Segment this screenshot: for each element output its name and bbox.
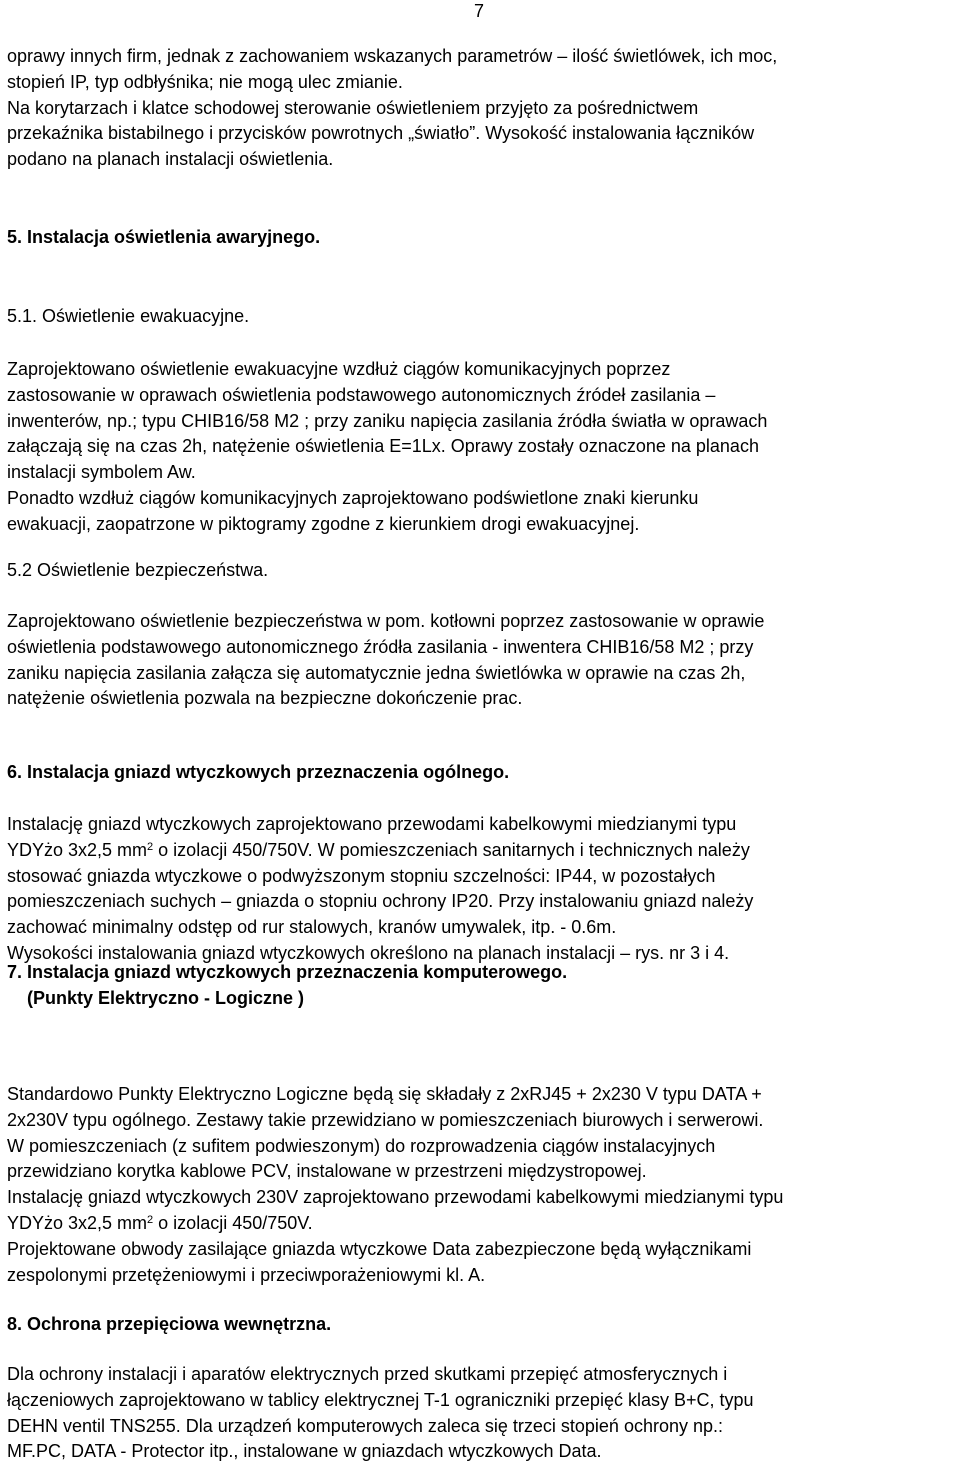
section-5-heading-text: 5. Instalacja oświetlenia awaryjnego. <box>7 227 321 247</box>
body-line: łączeniowych zaprojektowano w tablicy elektrycznej T-1 ograniczniki przepięć klasy B+C, typu <box>7 1389 754 1410</box>
intro-paragraph <box>7 44 957 173</box>
body-line: 2x230V typu ogólnego. Zestawy takie przewidziano w pomieszczeniach biurowych i serwerowi. <box>7 1109 764 1130</box>
superscript-2: 2 <box>147 840 154 853</box>
body-line <box>7 838 957 864</box>
body-line: zachować minimalny odstęp od rur stalowych, kranów umywalek, itp. - 0.6m. <box>7 917 617 938</box>
intro-line: oprawy innych firm, jednak z zachowaniem wskazanych parametrów – ilość świetlówek, ich moc, <box>7 46 778 66</box>
body-line: Dla ochrony instalacji i aparatów elektrycznych przed skutkami przepięć atmosferycznych i <box>7 1364 728 1384</box>
body-line: przewidziano korytka kablowe PCV, instalowane w przestrzeni międzystropowej. <box>7 1161 647 1182</box>
cable-type-text: YDYżo 3x2,5 mm <box>7 1212 148 1233</box>
body-line: Instalację gniazd wtyczkowych zaprojektowano przewodami kabelkowymi miedzianymi typu <box>7 814 737 834</box>
body-line: Wysokości instalowania gniazd wtyczkowych określono na planach instalacji – rys. nr 3 i 4. <box>7 942 730 963</box>
body-line: pomieszczeniach suchych – gniazda o stopniu ochrony IP20. Przy instalowaniu gniazd należy <box>7 891 754 912</box>
body-line: DEHN ventil TNS255. Dla urządzeń komputerowych zaleca się trzeci stopień ochrony np.: <box>7 1415 724 1436</box>
cable-type-text: YDYżo 3x2,5 mm <box>7 839 148 860</box>
superscript-2: 2 <box>147 1213 154 1226</box>
section-6-body <box>7 812 957 967</box>
body-line: zespolonymi przetężeniowymi i przeciwporażeniowymi kl. A. <box>7 1264 486 1285</box>
section-5-2-body <box>7 609 957 712</box>
section-7-subheading: (Punkty Elektryczno - Logiczne ) <box>27 987 305 1008</box>
body-line-rest: o izolacji 450/750V. <box>153 1212 313 1233</box>
body-line-rest: o izolacji 450/750V. W pomieszczeniach sanitarnych i technicznych należy <box>153 839 750 860</box>
page-number: 7 <box>474 1 485 21</box>
body-line: Zaprojektowano oświetlenie bezpieczeństwa w pom. kotłowni poprzez zastosowanie w oprawie <box>7 611 765 631</box>
body-line: zastosowanie w oprawach oświetlenia podstawowego autonomicznych źródeł zasilania – <box>7 384 716 405</box>
section-7-heading-text: 7. Instalacja gniazd wtyczkowych przeznaczenia komputerowego. <box>7 962 568 982</box>
body-line: MF.PC, DATA - Protector itp., instalowane w gniazdach wtyczkowych Data. <box>7 1441 602 1462</box>
intro-line: podano na planach instalacji oświetlenia. <box>7 149 334 170</box>
body-line: instalacji symbolem Aw. <box>7 462 196 483</box>
body-line: natężenie oświetlenia pozwala na bezpieczne dokończenie prac. <box>7 688 523 709</box>
section-5-2-heading-text: 5.2 Oświetlenie bezpieczeństwa. <box>7 560 269 580</box>
section-5-1-heading <box>7 304 957 330</box>
body-line: stosować gniazda wtyczkowe o podwyższonym stopniu szczelności: IP44, w pozostałych <box>7 865 716 886</box>
section-8-heading-text: 8. Ochrona przepięciowa wewnętrzna. <box>7 1314 332 1334</box>
body-line: oświetlenia podstawowego autonomicznego źródła zasilania - inwentera CHIB16/58 M2 ; przy <box>7 636 754 657</box>
section-5-1-heading-text: 5.1. Oświetlenie ewakuacyjne. <box>7 306 250 326</box>
body-line <box>7 1211 957 1237</box>
section-7-heading <box>7 960 957 1012</box>
body-line: Ponadto wzdłuż ciągów komunikacyjnych zaprojektowano podświetlone znaki kierunku <box>7 487 699 508</box>
body-line: inwenterów, np.; typu CHIB16/58 M2 ; przy zaniku napięcia zasilania źródła światła w oprawach <box>7 410 768 431</box>
body-line: W pomieszczeniach (z sufitem podwieszonym) do rozprowadzenia ciągów instalacyjnych <box>7 1135 716 1156</box>
intro-line: przekaźnika bistabilnego i przycisków powrotnych „światło”. Wysokość instalowania łączników <box>7 123 755 144</box>
body-line: Zaprojektowano oświetlenie ewakuacyjne wzdłuż ciągów komunikacyjnych poprzez <box>7 359 671 379</box>
body-line: Standardowo Punkty Elektryczno Logiczne będą się składały z 2xRJ45 + 2x230 V typu DATA + <box>7 1084 762 1104</box>
body-line: ewakuacji, zaopatrzone w piktogramy zgodne z kierunkiem drogi ewakuacyjnej. <box>7 513 640 534</box>
intro-line: Na korytarzach i klatce schodowej sterowanie oświetleniem przyjęto za pośrednictwem <box>7 97 699 118</box>
section-5-2-heading <box>7 558 957 584</box>
section-5-heading <box>7 225 957 251</box>
section-8-heading <box>7 1312 957 1338</box>
section-8-body <box>7 1362 957 1465</box>
intro-line: stopień IP, typ odbłyśnika; nie mogą ulec zmianie. <box>7 71 403 92</box>
body-line: załączają się na czas 2h, natężenie oświetlenia E=1Lx. Oprawy zostały oznaczone na planach <box>7 436 759 457</box>
body-line: zaniku napięcia zasilania załącza się automatycznie jedna świetlówka w oprawie na czas 2h, <box>7 662 746 683</box>
section-6-heading <box>7 760 957 786</box>
body-line: Projektowane obwody zasilające gniazda wtyczkowe Data zabezpieczone będą wyłącznikami <box>7 1238 752 1259</box>
section-5-1-body <box>7 357 957 538</box>
section-6-heading-text: 6. Instalacja gniazd wtyczkowych przeznaczenia ogólnego. <box>7 762 510 782</box>
section-7-body <box>7 1082 957 1288</box>
body-line: Instalację gniazd wtyczkowych 230V zaprojektowano przewodami kabelkowymi miedzianymi typu <box>7 1187 784 1208</box>
